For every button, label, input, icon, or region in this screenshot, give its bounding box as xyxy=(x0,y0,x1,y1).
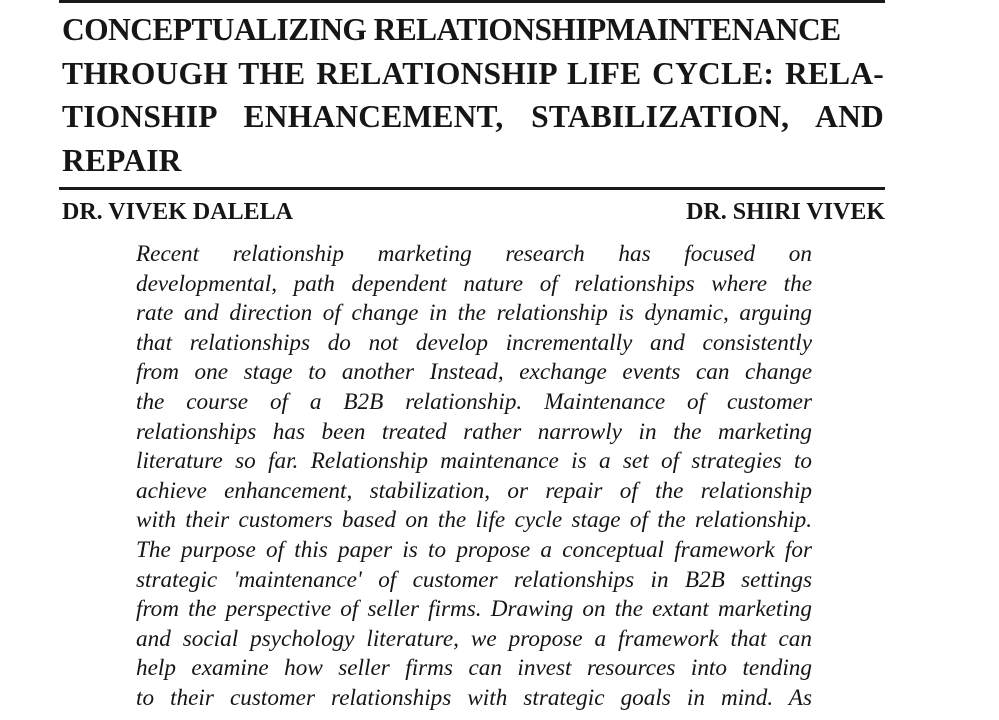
abstract-line: literature so far. Relationship maintenance is a set of strategies to xyxy=(136,448,812,475)
abstract-line: achieve enhancement, stabilization, or repair of the relationship xyxy=(136,477,812,504)
abstract-line: and social psychology literature, we propose a framework that can xyxy=(136,625,812,652)
title-line: REPAIR xyxy=(62,142,182,178)
abstract-line: with their customers based on the life cycle stage of the relationship. xyxy=(136,507,812,534)
author-rule xyxy=(59,187,885,190)
abstract-line: The purpose of this paper is to propose a conceptual framework for xyxy=(136,536,812,563)
author-name: DR. SHIRI VIVEK xyxy=(686,199,885,225)
top-rule xyxy=(59,0,885,3)
title-line: THROUGH THE RELATIONSHIP LIFE CYCLE: RELA- xyxy=(62,55,884,91)
author-name: DR. VIVEK DALELA xyxy=(62,199,293,225)
abstract-line: strategic 'maintenance' of customer relationships in B2B settings xyxy=(136,566,812,593)
title-line: TIONSHIP ENHANCEMENT, STABILIZATION, AND xyxy=(62,99,884,134)
abstract-line: that relationships do not develop incrementally and consistently xyxy=(136,329,812,356)
abstract-line: developmental, path dependent nature of relationships where the xyxy=(136,270,812,297)
abstract-line: relationships has been treated rather narrowly in the marketing xyxy=(136,418,812,445)
abstract-line: rate and direction of change in the relationship is dynamic, arguing xyxy=(136,300,812,327)
paper-title xyxy=(62,8,884,182)
abstract-line: from one stage to another Instead, exchange events can change xyxy=(136,359,812,386)
abstract-line: to their customer relationships with strategic goals in mind. As xyxy=(136,684,812,711)
abstract-line: the course of a B2B relationship. Maintenance of customer xyxy=(136,388,812,415)
abstract-line: Recent relationship marketing research has focused on xyxy=(136,241,812,267)
abstract-line: help examine how seller firms can invest resources into tending xyxy=(136,655,812,682)
abstract-text xyxy=(136,240,812,720)
abstract-line: from the perspective of seller firms. Drawing on the extant marketing xyxy=(136,596,812,623)
title-line: CONCEPTUALIZING RELATIONSHIPMAINTENANCE xyxy=(62,12,841,47)
